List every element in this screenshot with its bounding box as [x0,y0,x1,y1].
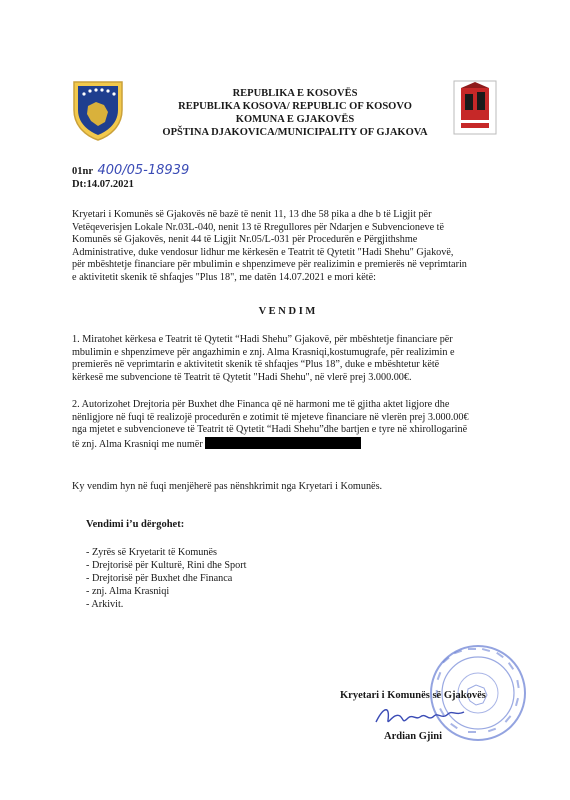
intro-line: për mbështetje financiare për mbulimin e shpenzimeve për realizimin e premierës në veprimtarin [72,259,467,271]
distribution-item: - Drejtorisë për Kulturë, Rini dhe Sport [86,560,247,571]
point2-last-line [72,437,502,452]
header-republic-albanian: REPUBLIKA E KOSOVËS [232,88,358,99]
document-date: Dt:14.07.2021 [72,179,134,190]
effective-statement: Ky vendim hyn në fuqi menjëherë pas nënshkrimit nga Kryetari i Komunës. [72,481,383,492]
point1-line: mbulimin e shpenzimeve për angazhimin e znj. Alma Krasniqi,kostumugrafe, për realizimin e [72,346,455,358]
distribution-item: - Drejtorisë për Buxhet dhe Financa [86,573,233,584]
distribution-item: - Zyrës së Kryetarit të Komunës [86,547,217,558]
point2-line: nënligjore në fuqi të realizojë procedurën e zotimit të mjeteve financiare në vlerën prej 3.000.00€ [72,411,469,423]
point1-line: 1. Miratohet kërkesa e Teatrit të Qytetit “Hadi Shehu” Gjakovë, për mbështetje financiare për [72,334,453,345]
header-municipality: KOMUNA E GJAKOVËS [235,114,355,125]
point2-line: nga mjetet e subvencioneve të Teatrit të Qytetit “Hadi Shehu”dhe bartjen e tyre në xhirollogarinë [72,424,468,436]
intro-paragraph [72,209,502,285]
intro-line: Komunës së Gjakovës, nenit 44 të Ligjit Nr.05/L-031 për Procedurën e Përgjithshme [72,234,418,246]
reference-number [72,163,189,178]
header-municipality-serbian-english: OPŠTINA DJAKOVICA/MUNICIPALITY OF GJAKOVA [162,127,428,138]
signatory-name: Ardian Gjini [384,731,443,742]
intro-line: Kryetari i Komunës së Gjakovës në bazë të nenit 11, 13 dhe 58 pika a dhe b të Ligjit për [72,209,432,220]
distribution-item: - znj. Alma Krasniqi [86,586,170,597]
decision-title: V E N D I M [258,306,316,317]
handwritten-signature [372,702,472,730]
reference-handwritten-number: 400/05-18939 [97,163,190,178]
point2-line: të znj. Alma Krasniqi me numër [72,438,203,450]
intro-line: Vetëqeverisjen Lokale Nr.03L-040, nenit 13 të Rregullores për Ndarjen e Subvencioneve të [72,221,445,233]
decision-point-1 [72,334,502,384]
intro-line: Administrative, duke vendosur lidhur me kërkesën e Teatrit të Qytetit "Hadi Shehu" Gjakovë, [72,246,454,258]
distribution-item: - Arkivit. [86,599,124,610]
kosovo-coat-of-arms [72,80,124,142]
signature-title: Kryetari i Komunës së Gjakovës [340,690,486,701]
decision-point-2 [72,399,502,451]
redacted-account-number [205,437,361,449]
distribution-heading: Vendimi i’u dërgohet: [86,519,185,530]
point1-line: kërkesë me subvencione të Teatrit të Qytetit "Hadi Shehu", në vlerë prej 3.000.00€. [72,371,412,383]
reference-label: 01nr [72,166,93,177]
point2-line: 2. Autorizohet Drejtoria për Buxhet dhe Financa që në harmoni me të gjitha aktet ligjore dhe [72,399,450,410]
point1-line: premierës në veprimtarin e aktivitetit skenik të shfaqjes “Plus 18”, duke e mbështetur këtë [72,359,440,371]
header-republic-serbian-english: REPUBLIKA KOSOVA/ REPUBLIC OF KOSOVO [178,101,412,112]
intro-line: e aktivitetit skenik të shfaqjes "Plus 18", me datën 14.07.2021 e mori këtë: [72,271,376,283]
